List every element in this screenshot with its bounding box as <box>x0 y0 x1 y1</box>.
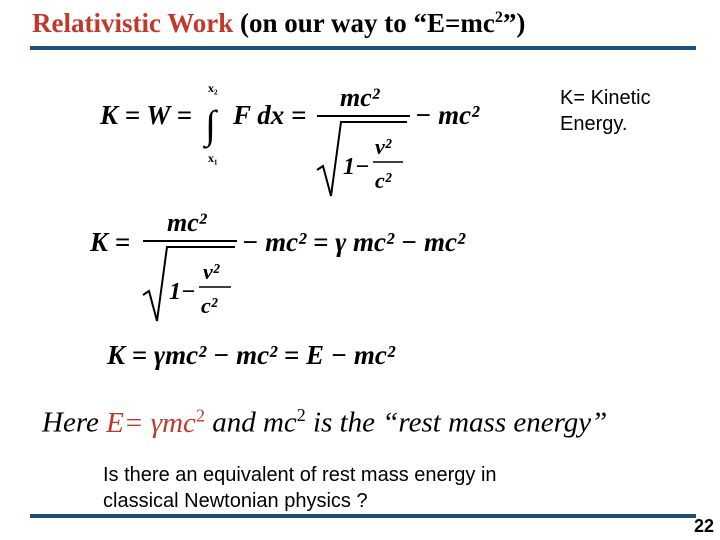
eq2-one: 1− <box>169 279 196 305</box>
eq1-inner-den: c² <box>375 168 392 193</box>
slide-title <box>32 8 525 39</box>
eq3-text: K = γmc² − mc² = E − mc² <box>107 340 395 370</box>
here-energy-definition <box>106 407 205 439</box>
eq1-one: 1− <box>343 154 370 180</box>
eq1-integral-lower: x₁ <box>208 151 218 165</box>
rest-mass-statement <box>42 405 607 440</box>
eq1-numerator: mc² <box>340 83 380 112</box>
eq1-inner-num: v² <box>375 134 392 159</box>
equation-work-integral <box>95 78 515 203</box>
eq2-inner-num: v² <box>203 259 220 284</box>
here-emph: E= γmc <box>106 406 196 439</box>
equation-rest-energy <box>102 335 442 375</box>
footer-divider <box>30 514 696 518</box>
eq1-lhs: K = W = <box>100 100 193 130</box>
here-emph-sup: 2 <box>195 405 205 425</box>
eq2-numerator: mc² <box>167 208 207 237</box>
title-superscript: 2 <box>494 9 503 26</box>
title-rest: (on our way to “E=mc <box>233 8 495 38</box>
title-divider <box>30 46 696 50</box>
title-emphasis: Relativistic Work <box>32 8 234 38</box>
eq2-inner-den: c² <box>201 293 218 318</box>
here-pre: Here <box>42 406 107 439</box>
eq1-tail: − mc² <box>415 100 480 130</box>
eq2-tail: − mc² = γ mc² − mc² <box>242 227 466 257</box>
equation-kinetic-gamma <box>85 203 505 328</box>
eq1-integral-upper: x₂ <box>208 81 218 95</box>
title-end: ”) <box>502 8 526 38</box>
eq2-lhs: K = <box>90 227 131 257</box>
page-number: 22 <box>693 516 714 536</box>
here-post: is the “rest mass energy” <box>305 406 608 439</box>
here-mid-sup: 2 <box>296 405 306 425</box>
question-text: Is there an equivalent of rest mass energy in classical Newtonian physics ? <box>103 464 497 512</box>
here-mid: and mc <box>204 406 297 439</box>
kinetic-energy-note: K= Kinetic Energy. <box>560 87 651 135</box>
integral-sign: ∫ <box>205 102 216 147</box>
eq1-integrand: F dx = <box>233 100 307 130</box>
